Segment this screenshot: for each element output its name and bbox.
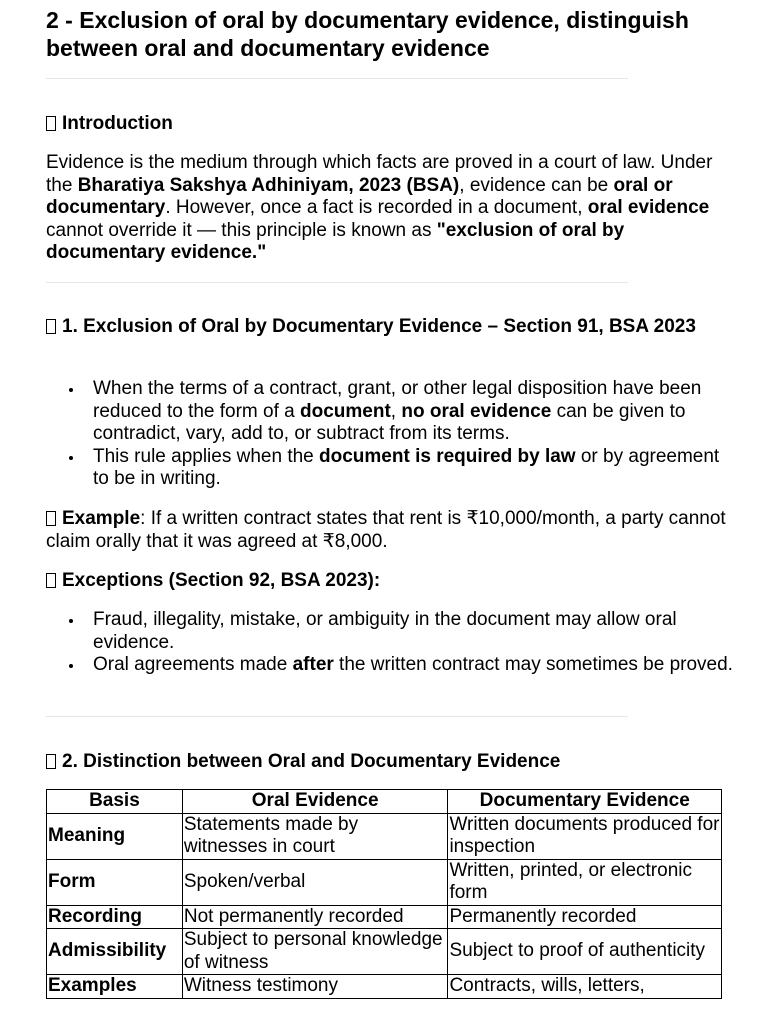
exceptions-heading <box>46 569 380 593</box>
bullet-text: This rule applies when the <box>93 445 320 467</box>
table-cell: Statements made by witnesses in court <box>182 813 448 859</box>
bullet-text: , <box>390 400 402 422</box>
section2-heading-text: 2. Distinction between Oral and Documentary Evidence <box>62 751 561 772</box>
table-row <box>47 975 722 999</box>
section1-heading-text: 1. Exclusion of Oral by Documentary Evidence – Section 91, BSA 2023 <box>62 316 696 337</box>
list-item <box>46 654 736 677</box>
header-basis: Basis <box>47 790 183 814</box>
table-row <box>47 813 722 859</box>
exceptions-list <box>46 609 736 677</box>
table-cell: Recording <box>47 905 183 929</box>
emoji-placeholder-icon <box>46 754 56 769</box>
list-item <box>46 446 736 491</box>
table-header-row <box>47 790 722 814</box>
table-cell: Subject to personal knowledge of witness <box>182 929 448 975</box>
header-documentary: Documentary Evidence <box>448 790 722 814</box>
example-paragraph <box>46 508 736 553</box>
divider <box>46 282 628 283</box>
bullet-bold: no oral evidence <box>401 400 552 422</box>
table-cell: Permanently recorded <box>448 905 722 929</box>
table-cell: Written documents produced for inspection <box>448 813 722 859</box>
bullet-text: or by agreement to be in writing. <box>93 445 720 489</box>
example-text: : If a written contract states that rent is ₹10,000/month, a party cannot claim orally that it was agreed at ₹8,000. <box>46 508 726 552</box>
section1-heading <box>46 315 726 339</box>
bullet-text: the written contract may sometimes be proved. <box>333 654 733 675</box>
example-label: Example <box>62 508 141 529</box>
intro-paragraph <box>46 152 736 265</box>
bullet-text: When the terms of a contract, grant, or other legal disposition have been reduced to the form of a <box>93 378 702 422</box>
bullet-text: Oral agreements made <box>93 654 293 675</box>
divider <box>46 78 628 79</box>
table-cell: Witness testimony <box>182 975 448 999</box>
table-cell: Admissibility <box>47 929 183 975</box>
emoji-placeholder-icon <box>46 116 56 131</box>
bullet-text: Fraud, illegality, mistake, or ambiguity in the document may allow oral evidence. <box>93 609 677 653</box>
table-cell: Written, printed, or electronic form <box>448 859 722 905</box>
emoji-placeholder-icon <box>46 511 56 526</box>
table-row <box>47 929 722 975</box>
intro-bold: oral evidence <box>587 197 710 218</box>
emoji-placeholder-icon <box>46 573 56 588</box>
intro-heading-text: Introduction <box>62 113 173 134</box>
table-row <box>47 905 722 929</box>
table-cell: Form <box>47 859 183 905</box>
intro-bold: oral or documentary <box>46 174 673 218</box>
section1-bullet-list <box>46 378 736 491</box>
intro-bold: Bharatiya Sakshya Adhiniyam, 2023 (BSA) <box>77 174 460 196</box>
list-item <box>46 378 736 446</box>
intro-text: cannot override it — this principle is known as <box>46 219 437 241</box>
page-title: 2 - Exclusion of oral by documentary evidence, distinguish between oral and documentary evidence <box>46 7 689 61</box>
intro-text: Evidence is the medium through which facts are proved in a court of law. Under the <box>46 152 713 196</box>
section2-heading <box>46 750 560 774</box>
table-cell: Examples <box>47 975 183 999</box>
intro-text: . However, once a fact is recorded in a document, <box>165 197 588 218</box>
bullet-bold: document <box>300 400 391 422</box>
intro-text: , evidence can be <box>459 174 614 196</box>
table-cell: Meaning <box>47 813 183 859</box>
table-cell: Subject to proof of authenticity <box>448 929 722 975</box>
divider <box>46 716 628 717</box>
exceptions-heading-text: Exceptions (Section 92, BSA 2023): <box>62 570 381 591</box>
list-item <box>46 609 736 654</box>
table-cell: Contracts, wills, letters, <box>448 975 722 999</box>
bullet-bold: document is required by law <box>319 445 576 467</box>
bullet-bold: after <box>292 654 334 675</box>
comparison-table <box>46 789 722 999</box>
header-oral: Oral Evidence <box>182 790 448 814</box>
emoji-placeholder-icon <box>46 319 56 334</box>
table-row <box>47 859 722 905</box>
table-cell: Not permanently recorded <box>182 905 448 929</box>
intro-heading <box>46 112 173 136</box>
table-cell: Spoken/verbal <box>182 859 448 905</box>
bullet-text: can be given to contradict, vary, add to, or subtract from its terms. <box>93 400 686 444</box>
intro-bold: "exclusion of oral by documentary evidence." <box>46 219 625 263</box>
